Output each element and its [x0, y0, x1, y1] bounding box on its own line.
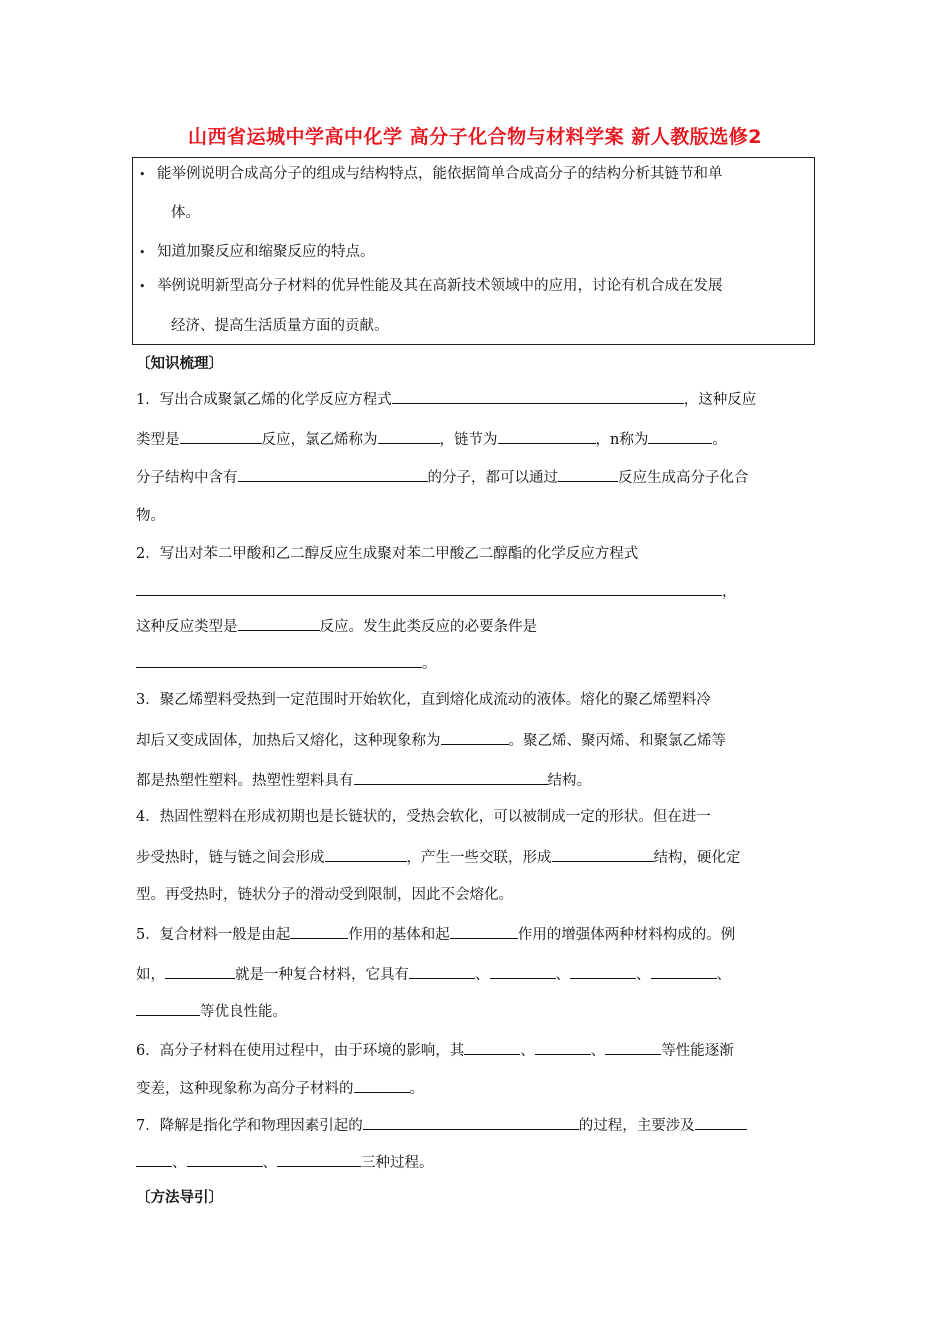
- question-1-line-3: 分子结构中含有 的分子，都可以通过 反应生成高分子化合: [136, 466, 749, 489]
- answer-blank[interactable]: [490, 963, 556, 979]
- answer-blank[interactable]: [354, 1077, 410, 1093]
- answer-blank[interactable]: [695, 1114, 747, 1130]
- question-5-line-2: 如， 就是一种复合材料，它具有 、 、 、 、: [136, 963, 731, 986]
- section-heading-knowledge: 〔知识梳理〕: [136, 356, 223, 372]
- section-heading-method: 〔方法导引〕: [136, 1190, 223, 1206]
- bullet-icon: •: [139, 246, 146, 259]
- question-5-line-1: 5．复合材料一般是由起 作用的基体和起 作用的增强体两种材料构成的。例: [136, 923, 735, 946]
- bullet-icon: •: [139, 280, 146, 293]
- answer-blank[interactable]: [238, 466, 428, 482]
- answer-blank[interactable]: [441, 729, 509, 745]
- objective-2: • 知道加聚反应和缩聚反应的特点。: [139, 242, 375, 263]
- answer-blank[interactable]: [558, 466, 618, 482]
- answer-blank[interactable]: [277, 1151, 361, 1167]
- answer-blank[interactable]: [605, 1039, 661, 1055]
- question-3-line-3: 都是热塑性塑料。热塑性塑料具有 结构。: [136, 769, 591, 792]
- answer-blank[interactable]: [570, 963, 636, 979]
- question-1-line-4: 物。: [136, 508, 165, 524]
- question-2-line-2: ，: [136, 580, 737, 603]
- answer-blank[interactable]: [354, 769, 548, 785]
- question-6-line-2: 变差，这种现象称为高分子材料的 。: [136, 1077, 424, 1100]
- answer-blank[interactable]: [136, 1151, 172, 1167]
- answer-blank[interactable]: [136, 652, 422, 668]
- question-1-line-2: 类型是 反应，氯乙烯称为 ，链节为 ，n称为 。: [136, 428, 727, 451]
- question-7-line-2: 、 、 三种过程。: [136, 1151, 434, 1174]
- question-5-line-3: 等优良性能。: [136, 1000, 287, 1023]
- answer-blank[interactable]: [392, 388, 684, 404]
- learning-objectives-box: [132, 157, 815, 345]
- answer-blank[interactable]: [450, 923, 518, 939]
- answer-blank[interactable]: [648, 428, 712, 444]
- answer-blank[interactable]: [464, 1039, 520, 1055]
- question-6-line-1: 6．高分子材料在使用过程中，由于环境的影响，其 、 、 等性能逐渐: [136, 1039, 734, 1062]
- question-2-line-1: 2．写出对苯二甲酸和乙二醇反应生成聚对苯二甲酸乙二醇酯的化学反应方程式: [136, 546, 639, 562]
- objective-3-continued: 经济、提高生活质量方面的贡献。: [171, 318, 389, 334]
- objective-1-continued: 体。: [171, 205, 200, 221]
- question-2-line-4: 。: [136, 652, 437, 675]
- answer-blank[interactable]: [290, 923, 348, 939]
- answer-blank[interactable]: [325, 846, 407, 862]
- answer-blank[interactable]: [187, 1151, 263, 1167]
- question-2-line-3: 这种反应类型是 反应。发生此类反应的必要条件是: [136, 615, 537, 638]
- answer-blank[interactable]: [409, 963, 475, 979]
- answer-blank[interactable]: [238, 615, 320, 631]
- objective-3: • 举例说明新型高分子材料的优异性能及其在高新技术领域中的应用，讨论有机合成在发展: [139, 276, 723, 297]
- answer-blank[interactable]: [180, 428, 262, 444]
- answer-blank[interactable]: [363, 1114, 579, 1130]
- answer-blank[interactable]: [136, 1000, 200, 1016]
- question-4-line-2: 步受热时，链与链之间会形成 ，产生一些交联，形成 结构，硬化定: [136, 846, 741, 869]
- page-title: 山西省运城中学高中化学 高分子化合物与材料学案 新人教版选修2: [188, 126, 762, 148]
- bullet-icon: •: [139, 168, 146, 181]
- question-4-line-1: 4．热固性塑料在形成初期也是长链状的，受热会软化，可以被制成一定的形状。但在进一: [136, 809, 711, 825]
- answer-blank[interactable]: [498, 428, 596, 444]
- answer-blank[interactable]: [165, 963, 235, 979]
- objective-1: • 能举例说明合成高分子的组成与结构特点，能依据简单合成高分子的结构分析其链节和单: [139, 164, 723, 185]
- question-7-line-1: 7．降解是指化学和物理因素引起的 的过程，主要涉及: [136, 1114, 747, 1137]
- answer-blank[interactable]: [535, 1039, 591, 1055]
- question-3-line-2: 却后又变成固体，加热后又熔化，这种现象称为 。聚乙烯、聚丙烯、和聚氯乙烯等: [136, 729, 726, 752]
- question-1-line-1: 1．写出合成聚氯乙烯的化学反应方程式 ，这种反应: [136, 388, 756, 411]
- answer-blank[interactable]: [552, 846, 654, 862]
- answer-blank[interactable]: [378, 428, 440, 444]
- question-3-line-1: 3．聚乙烯塑料受热到一定范围时开始软化，直到熔化成流动的液体。熔化的聚乙烯塑料冷: [136, 692, 711, 708]
- answer-blank[interactable]: [136, 580, 722, 596]
- answer-blank[interactable]: [651, 963, 717, 979]
- question-4-line-3: 型。再受热时，链状分子的滑动受到限制，因此不会熔化。: [136, 887, 513, 903]
